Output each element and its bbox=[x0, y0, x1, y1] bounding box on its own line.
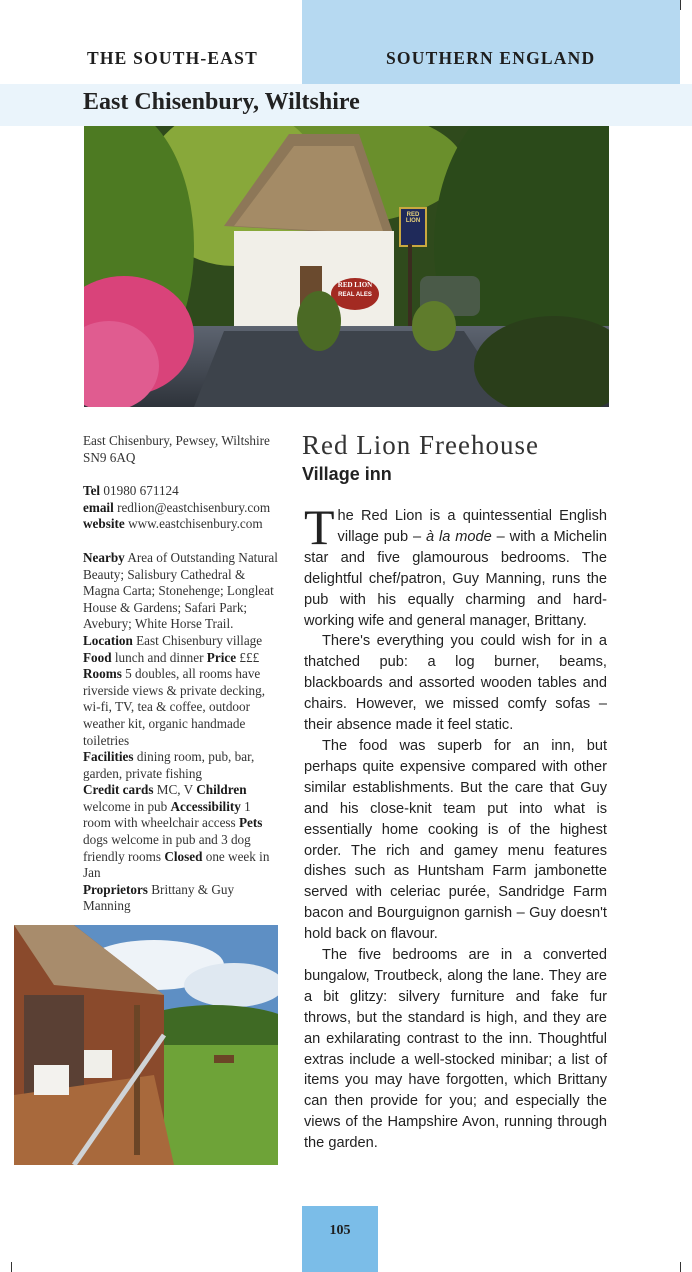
email-value: redlion@eastchisenbury.com bbox=[117, 499, 271, 515]
paragraph-3: The food was superb for an inn, but perhaps quite expensive compared with other similar establishments. But the care that Guy and his close-knit team put into what is essentially home cooking is of the highest order. The rich and gamey menu features dishes such as Huntsham Farm jambonette served with celeriac purée, Sandridge Farm bacon and Bourguignon garnish – Guy doesn't hold back on flavour. bbox=[304, 737, 607, 943]
tel-label: Tel bbox=[83, 483, 101, 499]
wall-sign-top: RED LION bbox=[337, 281, 373, 289]
website-value: www.eastchisenbury.com bbox=[128, 516, 263, 532]
rooms-value: 5 doubles, all rooms have riverside views & private decking, wi-fi, TV, tea & coffee, outdoor weather kit, organic handmade toiletries bbox=[83, 666, 266, 748]
children-label: Children bbox=[196, 782, 247, 798]
nearby-location bbox=[83, 550, 278, 650]
location-label: Location bbox=[83, 632, 133, 648]
cards-children-access-pets-closed bbox=[83, 782, 278, 882]
paragraph-4: The five bedrooms are in a converted bungalow, Troutbeck, along the lane. They are a bit glitzy: silvery furniture and fake fur throws, but the standard is high, and they are an exhilarating contrast to the inn. Thoughtful extras include a well-stocked minibar; a list of items you may have forgotten, which Brittany can then provide for you; and especially the views of the Hampshire Avon, running through the garden. bbox=[304, 947, 607, 1152]
section-label-southern-england: SOUTHERN ENGLAND bbox=[386, 48, 596, 68]
rooms bbox=[83, 666, 278, 749]
crop-mark-top-right bbox=[680, 0, 681, 10]
listing-details bbox=[83, 433, 278, 915]
drop-cap: T bbox=[304, 499, 335, 555]
price-value: £££ bbox=[239, 649, 260, 665]
pets-value: dogs welcome in pub and 3 dog friendly rooms bbox=[83, 832, 251, 864]
tel-value: 01980 671124 bbox=[103, 483, 179, 499]
facilities bbox=[83, 749, 278, 782]
section-label-south-east: THE SOUTH-EAST bbox=[87, 48, 258, 68]
paragraph-1 bbox=[304, 499, 608, 631]
nearby-label: Nearby bbox=[83, 549, 125, 565]
food-value: lunch and dinner bbox=[114, 649, 204, 665]
address: East Chisenbury, Pewsey, Wiltshire SN9 6AQ bbox=[83, 433, 270, 465]
header-tab-right bbox=[302, 0, 680, 84]
access-label: Accessibility bbox=[170, 798, 241, 814]
article-subtitle: Village inn bbox=[302, 464, 392, 484]
proprietors bbox=[83, 882, 278, 915]
bedroom-deck-photo bbox=[14, 925, 278, 1165]
email-label: email bbox=[83, 499, 114, 515]
header-tab-left bbox=[0, 0, 302, 84]
crop-mark-left bbox=[11, 1262, 12, 1272]
article-title: Red Lion Freehouse bbox=[302, 430, 539, 460]
p1-start: he Red Lion is a quintessential English village pub – bbox=[337, 508, 607, 545]
pub-exterior-photo bbox=[84, 126, 609, 407]
pub-exterior-illustration bbox=[84, 126, 609, 407]
price-label: Price bbox=[206, 649, 237, 665]
crop-mark-right bbox=[680, 1262, 681, 1272]
nearby-value: Area of Outstanding Natural Beauty; Salisbury Cathedral & Magna Carta; Stonehenge; Longleat House & Gardens; Safari Park; Avebury; White Horse Trail. bbox=[83, 549, 278, 632]
page-number: 105 bbox=[329, 1223, 351, 1238]
closed-label: Closed bbox=[164, 848, 203, 864]
p1-italic: à la mode bbox=[426, 528, 492, 545]
closed-value: one week in Jan bbox=[83, 848, 270, 881]
access-value: 1 room with wheelchair access bbox=[83, 798, 251, 831]
children-value: welcome in pub bbox=[83, 798, 168, 814]
proprietors-value: Brittany & Guy Manning bbox=[83, 881, 235, 914]
contact-tel bbox=[83, 483, 278, 500]
rooms-label: Rooms bbox=[83, 666, 122, 682]
food-label: Food bbox=[83, 649, 112, 665]
food-price bbox=[83, 650, 278, 667]
contact-website bbox=[83, 516, 278, 533]
pets-label: Pets bbox=[239, 815, 263, 831]
proprietors-label: Proprietors bbox=[83, 881, 148, 897]
facilities-value: dining room, pub, bar, garden, private fishing bbox=[83, 749, 255, 781]
paragraph-2: There's everything you could wish for in a thatched pub: a log burner, beams, blackboards and assorted wooden tables and chairs. However, we missed comfy sofas – their absence made it feel static. bbox=[304, 633, 607, 734]
location-title: East Chisenbury, Wiltshire bbox=[83, 89, 360, 115]
cards-value: MC, V bbox=[156, 782, 193, 798]
p1-end: – with a Michelin star and five glamourous bedrooms. The delightful chef/patron, Guy Manning, runs the pub with his equally charming and hard-working wife and general manager, Brittany. bbox=[304, 528, 608, 629]
article-body bbox=[304, 499, 608, 1154]
cards-label: Credit cards bbox=[83, 782, 154, 798]
location-value: East Chisenbury village bbox=[136, 632, 263, 648]
website-label: website bbox=[83, 516, 125, 532]
page-number-box bbox=[302, 1206, 378, 1272]
facilities-label: Facilities bbox=[83, 749, 134, 765]
contact-email bbox=[83, 500, 278, 517]
wall-sign-bottom: REAL ALES bbox=[338, 292, 372, 298]
hanging-sign-text: RED LION bbox=[405, 212, 421, 224]
bedroom-deck-illustration bbox=[14, 925, 278, 1165]
